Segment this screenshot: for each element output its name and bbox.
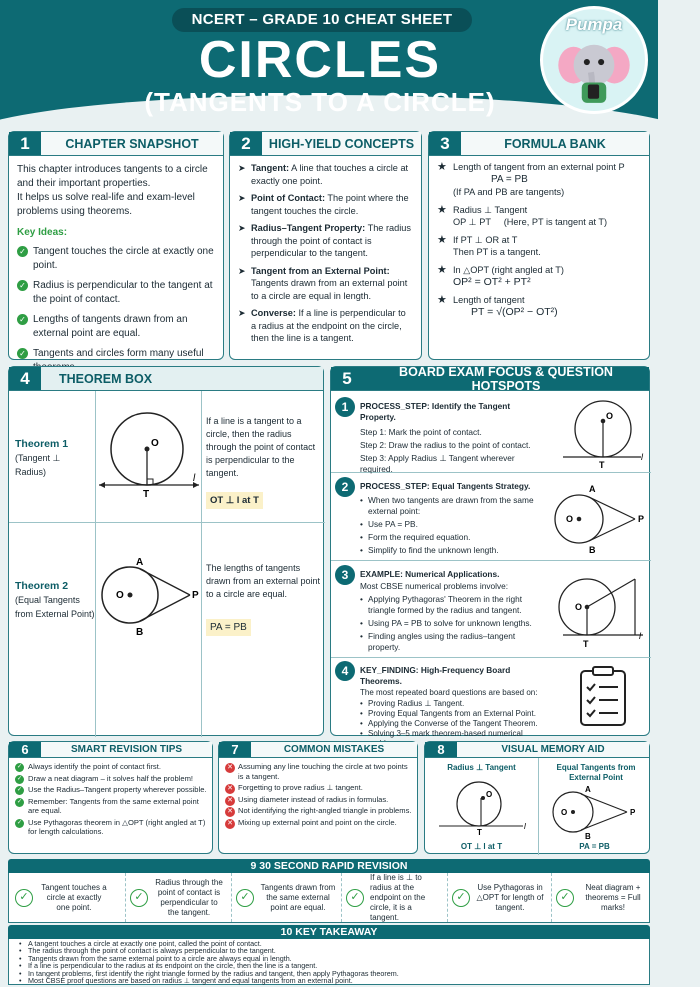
hotspot-number: 1 [335,397,355,417]
formula-item: ★ Length of tangent from an external point P PA = PB (If PA and PB are tangents) [437,161,625,197]
check-circle-icon: ✓ [15,889,33,907]
check-icon: ✓ [17,246,28,257]
mistake-item: ✕ Using diameter instead of radius in formulas. [225,795,413,805]
tip-item: ✓ Use the Radius–Tangent property wherever possible. [16,785,207,794]
formula-bank-panel [428,131,650,360]
concept-item: ➤ Converse: If a line is perpendicular to a radius at the endpoint on the circle, then the line is a tangent. [238,308,406,343]
hotspot-number: 2 [335,477,355,497]
page-subtitle: (TANGENTS TO A CIRCLE) [144,87,496,117]
section-title: BOARD EXAM FOCUS & QUESTION HOTSPOTS [399,364,613,393]
hotspot-number: 3 [335,565,355,585]
memory-aid-2-title: Equal Tangents from External Point [556,763,636,782]
memory-aid-2-formula: PA = PB [579,842,610,851]
section-title: VISUAL MEMORY AID [501,744,605,755]
mistake-item: ✕ Assuming any line touching the circle at two points is a tangent. [225,762,413,781]
clipboard-checklist-icon [578,665,628,727]
grade-badge: NCERT – GRADE 10 CHEAT SHEET [172,8,472,32]
svg-text:l: l [641,452,643,462]
star-icon: ★ [437,203,447,216]
check-icon: ✓ [16,798,23,805]
revision-item: ✓ If a line is ⊥ to radius at the endpoint on the circle, it is a tangent. [341,873,441,922]
revision-item: ✓ Tangent touches a circle at exactly one point. [15,873,115,922]
theorem-1-formula: OT ⊥ l at T [206,492,263,509]
check-icon: ✓ [16,764,23,770]
tip-item: ✓ Remember: Tangents from the same external point are equal. [16,796,199,815]
intro-paragraph-2: It helps us solve real-life and exam-level problems using theorems. [17,192,195,217]
theorem-2-formula: PA = PB [206,619,251,636]
svg-text:O: O [486,790,493,799]
section-number: 4 [9,367,41,390]
theorem-1-diagram [96,399,202,519]
svg-text:O: O [575,602,583,612]
star-icon: ★ [437,293,447,306]
hotspot-3-diagram [553,569,647,653]
theorem-box-panel [8,366,324,736]
svg-text:T: T [599,460,605,470]
header-banner [0,0,658,125]
revision-item: ✓ Neat diagram + theorems = Full marks! [551,873,647,922]
theorem-2-diagram [96,550,202,640]
section-number: 5 [331,367,363,390]
section-title: COMMON MISTAKES [283,744,385,755]
rapid-revision-strip [8,873,650,923]
hotspot-2: 2 PROCESS_STEP: Equal Tangents Strategy. • When two tangents are drawn from the same external point: • Use PA = PB. • Form the required equation. • Simplify to find the unknown length. [335,477,547,556]
cross-icon: ✕ [225,819,235,829]
formula-item: ★ Radius ⊥ Tangent OP ⊥ PT (Here, PT is tangent at T) [437,203,608,227]
cross-icon: ✕ [225,807,235,817]
check-icon: ✓ [17,348,28,359]
point-a-label: A [136,557,144,568]
theorem-2-statement: The lengths of tangents drawn from an external point to a circle are equal. [206,563,321,599]
takeaway-item: • In tangent problems, first identify the right triangle formed by the radius and tangent, then apply Pythagoras theorem. [19,968,399,978]
theorem-2-subtitle: (Equal Tangents from External Point) [15,595,95,619]
arrow-icon: ➤ [238,193,246,203]
memory-aid-1-title: Radius ⊥ Tangent [447,763,516,772]
star-icon: ★ [437,233,447,246]
star-icon: ★ [437,161,447,173]
point-t-label: T [143,489,150,500]
svg-text:P: P [638,514,645,524]
svg-text:O: O [566,514,574,524]
svg-text:B: B [589,545,596,555]
svg-text:A: A [589,484,596,494]
concept-item: ➤ Radius–Tangent Property: The radius through the point of contact is perpendicular to the tangent. [238,223,411,258]
tip-item: ✓ Draw a neat diagram – it solves half the problem! [16,773,194,783]
check-icon: ✓ [16,775,23,782]
arrow-icon: ➤ [238,163,246,173]
rapid-revision-title: 9 30 SECOND RAPID REVISION [8,859,650,873]
revision-item: ✓ Radius through the point of contact is perpendicular to the tangent. [125,873,225,922]
key-takeaway-title: 10 KEY TAKEAWAY [8,925,650,939]
arrow-icon: ➤ [238,265,246,276]
memory-aid-2-diagram [545,784,645,840]
cross-icon: ✕ [225,763,235,773]
takeaway-item: • Most CBSE proof questions are based on radius ⊥ tangent and equal tangents from an external point. [19,976,353,986]
star-icon: ★ [437,263,447,276]
line-l-label: l [193,473,196,484]
intro-paragraph: This chapter introduces tangents to a circle and their important properties. [17,164,208,189]
point-b-label: B [136,627,144,638]
hotspot-2-diagram [549,481,649,557]
check-icon: ✓ [16,819,23,826]
concept-item: ➤ Tangent: A line that touches a circle at exactly one point. [238,163,409,186]
check-circle-icon: ✓ [556,889,574,907]
concept-item: ➤ Tangent from an External Point: Tangents drawn from an external point to a circle are equal in length. [238,265,408,301]
point-o-label: O [116,590,124,601]
section-title: FORMULA BANK [504,136,606,151]
smart-revision-tips-panel [8,741,213,854]
theorem-1-statement: If a line is a tangent to a circle, then the radius through the point of contact is perpendicular to the tangent. [206,416,316,478]
section-title: HIGH-YIELD CONCEPTS [268,136,415,151]
hotspot-number: 4 [335,661,355,681]
memory-aid-1-formula: OT ⊥ l at T [460,842,503,851]
cross-icon: ✕ [225,784,235,794]
formula-item: ★ Length of tangent PT = √(OP² − OT²) [437,293,558,318]
arrow-icon: ➤ [238,223,246,233]
chapter-snapshot-panel [8,131,224,360]
svg-text:O: O [561,808,568,817]
mistake-item: ✕ Forgetting to prove radius ⊥ tangent. [225,783,413,793]
hotspot-3: 3 EXAMPLE: Numerical Applications. Most CBSE numerical problems involve: • Applying Pythagoras' Theorem in the right triangle formed by the radius and tangent. • Using PA = PB to solve for unknown lengths. • Finding angles using the radius–tangent property. [335,565,547,653]
mistake-item: ✕ Not identifying the right-angled triangle in problems. [225,806,413,816]
logo-text: Pumpa [565,15,623,34]
page-title: CIRCLES [198,31,442,89]
svg-text:P: P [630,808,636,817]
point-o-label: O [151,438,159,449]
board-exam-focus-panel [330,366,650,736]
pumpa-logo [540,6,648,114]
svg-text:T: T [583,639,589,649]
svg-text:T: T [477,828,482,837]
key-idea-item: ✓ Radius is perpendicular to the tangent at the point of contact. [17,279,215,307]
formula-item: ★ In △OPT (right angled at T) OP² = OT² + PT² [437,263,564,288]
key-takeaway-list [8,939,650,985]
svg-text:A: A [585,785,591,794]
takeaway-item: • The radius through the point of contact is always perpendicular to the tangent. [19,946,276,956]
memory-aid-1-diagram [431,772,531,842]
hotspot-1-diagram [557,393,647,473]
takeaway-item: • A tangent touches a circle at exactly one point, called the point of contact. [19,939,262,948]
key-idea-item: ✓ Tangent touches the circle at exactly one point. [17,245,215,273]
point-p-label: P [192,590,199,601]
key-idea-item: ✓ Lengths of tangents drawn from an external point are equal. [17,313,215,341]
section-number: 6 [9,742,41,757]
section-number: 1 [9,132,41,155]
high-yield-concepts-panel [229,131,422,360]
tip-item: ✓ Always identify the point of contact first. [16,762,161,771]
revision-item: ✓ Tangents drawn from the same external point are equal. [231,873,335,922]
common-mistakes-panel [218,741,418,854]
svg-text:l: l [524,822,526,831]
key-ideas-heading: Key Ideas: [17,227,68,238]
check-circle-icon: ✓ [452,889,470,907]
check-circle-icon: ✓ [236,889,254,907]
takeaway-item: • If a line is perpendicular to the radius at its endpoint on the circle, then the line is a tangent. [19,961,318,971]
takeaway-item: • Tangents drawn from the same external point to a circle are always equal in length. [19,953,292,963]
section-number: 7 [219,742,251,757]
section-title: THEOREM BOX [59,371,153,386]
key-idea-item: ✓ Tangents and circles form many useful [17,347,215,375]
theorem-1-subtitle: (Tangent ⊥ Radius) [15,453,61,477]
hotspot-4: 4 KEY_FINDING: High-Frequency Board Theorems. The most repeated board questions are based on: • Proving Radius ⊥ Tangent. • Proving Equal Tangents from an External Point. • Applying the Converse of the Tangent Theorem. • Solving 3–5 mark theorem-based numerical [335,661,547,749]
section-number: 3 [429,132,461,155]
section-title: SMART REVISION TIPS [70,744,183,755]
visual-memory-aid-panel [424,741,650,854]
concept-item: ➤ Point of Contact: The point where the tangent touches the circle. [238,193,409,216]
theorem-1-title: Theorem 1 [15,438,69,450]
svg-text:O: O [606,411,614,421]
hotspot-1: 1 PROCESS_STEP: Identify the Tangent Property. Step 1: Mark the point of contact. Step 2: Draw the radius to the point of contact. Step 3: Apply Radius ⊥ Tangent wherever required. [335,397,540,475]
cross-icon: ✕ [225,796,235,806]
theorem-2-title: Theorem 2 [15,580,69,592]
revision-item: ✓ Use Pythagoras in △OPT for length of tangent. [447,873,545,922]
section-number: 2 [230,132,262,155]
svg-text:l: l [639,631,641,641]
mistake-item: ✕ Mixing up external point and point on the circle. [225,818,413,828]
check-icon: ✓ [16,787,23,793]
elephant-mascot-icon [543,9,645,111]
section-number: 8 [425,742,457,757]
check-icon: ✓ [17,314,28,325]
check-icon: ✓ [17,280,28,291]
formula-item: ★ If PT ⊥ OR at T Then PT is a tangent. [437,233,541,257]
check-circle-icon: ✓ [130,889,148,907]
check-circle-icon: ✓ [346,889,364,907]
section-title: CHAPTER SNAPSHOT [65,136,199,151]
arrow-icon: ➤ [238,308,246,318]
svg-text:B: B [585,832,591,841]
tip-item: ✓ Use Pythagoras theorem in △OPT (right angled at T) for length calculations. [16,817,206,836]
